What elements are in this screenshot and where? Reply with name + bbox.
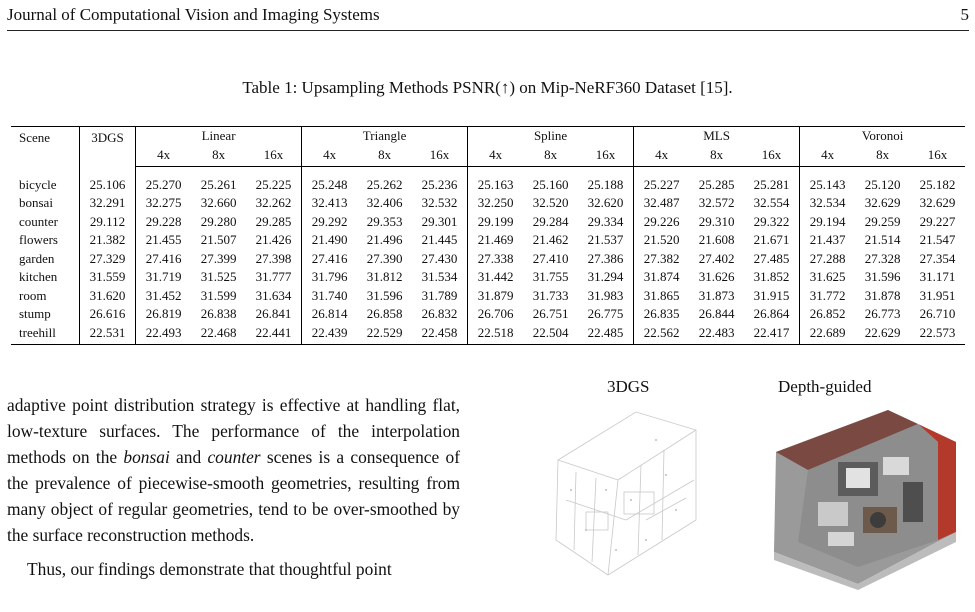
table-row: [11, 213, 965, 232]
header-factor-16x: 16x: [412, 146, 468, 167]
psnr-cell: 31.625: [800, 268, 856, 287]
psnr-cell: 32.629: [864, 195, 901, 210]
table-caption: Table 1: Upsampling Methods PSNR(↑) on Mip-NeRF360 Dataset [15].: [242, 78, 733, 97]
psnr-cell: 32.275: [136, 194, 192, 213]
table-row: [11, 176, 965, 195]
psnr-cell: 29.284: [532, 213, 569, 229]
table-row: [11, 194, 965, 213]
psnr-cell: 21.382: [79, 231, 135, 250]
psnr-cell: 31.852: [753, 269, 790, 284]
page-number: 5: [960, 5, 969, 24]
header-factor-4x: 4x: [468, 146, 524, 167]
psnr-cell: 21.437: [800, 231, 856, 250]
psnr-cell: 21.520: [634, 231, 690, 250]
psnr-cell-best: 29.353: [366, 213, 403, 229]
psnr-cell: 31.755: [532, 269, 569, 284]
body-text: [7, 392, 460, 582]
psnr-cell: 21.547: [919, 232, 956, 247]
psnr-cell: 32.554: [753, 195, 790, 210]
header-method-mls: MLS: [634, 127, 800, 146]
psnr-cell: 27.398: [255, 250, 292, 266]
psnr-cell: 29.194: [800, 213, 856, 232]
psnr-cell: 21.514: [864, 232, 901, 247]
psnr-cell: 32.291: [79, 194, 135, 213]
psnr-cell: 26.706: [468, 305, 524, 324]
header-method-triangle: Triangle: [302, 127, 468, 146]
psnr-cell: 21.537: [587, 232, 624, 247]
psnr-cell: 32.413: [302, 194, 358, 213]
psnr-cell-best: 21.671: [753, 232, 790, 247]
figure-label-depth-guided: Depth-guided: [778, 377, 872, 396]
psnr-cell: 21.426: [255, 232, 292, 247]
psnr-cell: 27.328: [864, 250, 901, 266]
psnr-cell: 25.163: [468, 176, 524, 195]
header-factor-16x: 16x: [744, 146, 800, 167]
psnr-cell: 32.534: [800, 194, 856, 213]
running-header: [7, 4, 969, 31]
psnr-cell: 31.873: [698, 287, 735, 303]
scene-name: bonsai: [19, 195, 53, 210]
psnr-cell: 31.878: [864, 287, 901, 303]
psnr-cell: 26.838: [200, 306, 237, 321]
psnr-cell: 26.858: [366, 306, 403, 321]
psnr-cell: 22.493: [136, 324, 192, 345]
psnr-cell: 31.865: [634, 287, 690, 306]
psnr-cell: 29.199: [468, 213, 524, 232]
paragraph-2: Thus, our findings demonstrate that thoughtful point: [27, 559, 392, 579]
table-factor-row: [11, 146, 965, 167]
psnr-cell: 29.322: [753, 213, 790, 229]
psnr-cell: 21.469: [468, 231, 524, 250]
paragraph-1-part: scenes is a consequence of the prevalence of piecewise-smooth geometries, resulting from many object of regular geometries, tend to be over-smoothed by the surface reconstruction methods.: [7, 447, 460, 545]
psnr-cell: 31.915: [753, 287, 790, 303]
scene-name: kitchen: [19, 269, 58, 284]
figure-depth-guided-pointcloud: [768, 402, 968, 592]
psnr-cell: 32.620: [587, 195, 624, 210]
psnr-cell: 25.236: [421, 176, 458, 192]
psnr-cell: 27.416: [136, 250, 192, 269]
table-row: [11, 250, 965, 269]
psnr-cell: 25.160: [532, 176, 569, 192]
psnr-cell: 21.608: [698, 232, 735, 247]
table-row: [11, 305, 965, 324]
psnr-cell: 26.844: [698, 306, 735, 321]
psnr-cell: 32.532: [421, 195, 458, 210]
psnr-cell: 31.777: [255, 269, 292, 284]
psnr-cell: 26.751: [532, 306, 569, 321]
psnr-cell: 21.445: [421, 232, 458, 247]
psnr-cell: 32.629: [919, 195, 956, 210]
psnr-cell: 22.573: [919, 324, 956, 340]
psnr-cell: 22.504: [532, 324, 569, 340]
psnr-cell: 31.596: [864, 269, 901, 284]
psnr-cell: 26.852: [800, 305, 856, 324]
header-method-voronoi: Voronoi: [800, 127, 965, 146]
psnr-cell: 27.329: [79, 250, 135, 269]
psnr-cell-best: 31.874: [634, 268, 690, 287]
psnr-cell: 32.262: [255, 195, 292, 210]
header-factor-16x: 16x: [910, 146, 965, 167]
psnr-cell: 22.417: [753, 324, 790, 340]
psnr-cell: 26.835: [634, 305, 690, 324]
psnr-cell: 26.710: [919, 306, 956, 321]
psnr-cell: 27.382: [634, 250, 690, 269]
psnr-cell: 31.951: [919, 287, 956, 303]
psnr-cell: 21.455: [136, 231, 192, 250]
psnr-cell-best: 27.485: [753, 250, 790, 266]
psnr-cell: 22.439: [302, 324, 358, 345]
psnr-cell: 27.390: [366, 250, 403, 266]
psnr-cell: 32.250: [468, 194, 524, 213]
header-factor-8x: 8x: [191, 146, 246, 167]
psnr-cell: 32.572: [698, 195, 735, 210]
journal-title: Journal of Computational Vision and Imaging Systems: [7, 5, 380, 24]
header-factor-4x: 4x: [302, 146, 358, 167]
header-factor-8x: 8x: [689, 146, 744, 167]
psnr-cell: 29.227: [919, 213, 956, 229]
psnr-cell: 25.182: [919, 176, 956, 192]
header-3dgs: 3DGS: [79, 127, 135, 167]
psnr-cell: 31.733: [532, 287, 569, 303]
psnr-cell: 31.634: [255, 287, 292, 303]
psnr-cell: 22.629: [864, 324, 901, 340]
psnr-cell: 29.310: [698, 213, 735, 229]
psnr-cell: 29.301: [421, 213, 458, 229]
psnr-cell: 31.772: [800, 287, 856, 306]
header-scene: Scene: [19, 130, 51, 145]
psnr-cell: 21.507: [200, 232, 237, 247]
scene-name: stump: [19, 306, 51, 321]
scene-name: bicycle: [19, 176, 57, 192]
table-header-row: [11, 127, 965, 146]
psnr-cell: 22.458: [421, 324, 458, 340]
scene-name-counter: counter: [207, 447, 261, 467]
psnr-cell: 26.814: [302, 305, 358, 324]
table-row: [11, 268, 965, 287]
psnr-cell: 31.879: [468, 287, 524, 306]
paragraph-1-part: adaptive point distribution strategy is effective at handling flat, low-texture surfaces. The performance of the interpolation methods on the: [7, 395, 460, 467]
scene-name: room: [19, 287, 47, 303]
psnr-cell: 31.452: [136, 287, 192, 306]
psnr-cell: 25.270: [136, 176, 192, 195]
psnr-cell: 32.406: [366, 195, 403, 210]
figure-label-3dgs: 3DGS: [607, 377, 650, 396]
psnr-cell: 29.228: [136, 213, 192, 232]
psnr-cell: 22.483: [698, 324, 735, 340]
psnr-cell: 32.520: [532, 195, 569, 210]
psnr-cell: 31.596: [366, 287, 403, 303]
psnr-cell: 31.599: [200, 287, 237, 303]
psnr-cell: 25.188: [587, 176, 624, 192]
psnr-cell: 25.225: [255, 176, 292, 192]
table-row: [11, 231, 965, 250]
psnr-cell: 31.740: [302, 287, 358, 306]
scene-name: flowers: [19, 232, 58, 247]
psnr-cell: 25.262: [366, 176, 403, 192]
scene-name-bonsai: bonsai: [123, 447, 170, 467]
psnr-cell: 21.496: [366, 232, 403, 247]
psnr-cell: 31.294: [587, 269, 624, 284]
psnr-cell: 26.819: [136, 305, 192, 324]
psnr-cell: 22.485: [587, 324, 624, 340]
psnr-cell: 29.334: [587, 213, 624, 229]
psnr-cell-best: 22.689: [800, 324, 856, 345]
psnr-cell-best: 26.864: [753, 306, 790, 321]
psnr-cell: 21.490: [302, 231, 358, 250]
psnr-cell: 27.430: [421, 250, 458, 266]
psnr-cell: 26.832: [421, 306, 458, 321]
psnr-cell: 25.227: [634, 176, 690, 195]
header-factor-4x: 4x: [634, 146, 690, 167]
header-factor-8x: 8x: [855, 146, 910, 167]
psnr-cell: 31.796: [302, 268, 358, 287]
psnr-cell: 22.531: [79, 324, 135, 345]
psnr-cell: 31.719: [136, 268, 192, 287]
header-method-linear: Linear: [136, 127, 302, 146]
psnr-cell: 31.525: [200, 269, 237, 284]
psnr-cell-best: 25.285: [698, 176, 735, 192]
psnr-cell: 31.812: [366, 269, 403, 284]
psnr-cell: 29.292: [302, 213, 358, 232]
table-row: [11, 287, 965, 306]
header-method-spline: Spline: [468, 127, 634, 146]
psnr-cell: 31.789: [421, 287, 458, 303]
psnr-cell: 26.616: [79, 305, 135, 324]
psnr-cell: 29.226: [634, 213, 690, 232]
psnr-cell: 31.626: [698, 269, 735, 284]
psnr-cell: 31.620: [79, 287, 135, 306]
psnr-cell: 27.416: [302, 250, 358, 269]
psnr-cell: 26.775: [587, 306, 624, 321]
table-spacer: [11, 166, 965, 176]
psnr-cell: 27.410: [532, 250, 569, 266]
psnr-cell: 27.338: [468, 250, 524, 269]
scene-name: garden: [19, 250, 55, 266]
psnr-cell: 29.259: [864, 213, 901, 229]
table-row: [11, 324, 965, 345]
psnr-cell: 22.468: [200, 324, 237, 340]
psnr-cell: 22.441: [255, 324, 292, 340]
psnr-cell-best: 31.983: [587, 287, 624, 303]
psnr-cell: 27.354: [919, 250, 956, 266]
psnr-cell: 31.442: [468, 268, 524, 287]
psnr-cell: 26.773: [864, 306, 901, 321]
psnr-cell: 25.281: [753, 176, 790, 192]
header-factor-16x: 16x: [578, 146, 634, 167]
psnr-cell: 25.106: [79, 176, 135, 195]
psnr-cell: 25.261: [200, 176, 237, 192]
psnr-cell: 27.399: [200, 250, 237, 266]
header-factor-4x: 4x: [800, 146, 856, 167]
psnr-cell: 25.143: [800, 176, 856, 195]
psnr-cell: 26.841: [255, 306, 292, 321]
psnr-cell: 22.518: [468, 324, 524, 345]
psnr-cell: 21.462: [532, 232, 569, 247]
psnr-cell: 32.487: [634, 194, 690, 213]
paragraph-1: [7, 392, 460, 548]
paragraph-1-part: and: [169, 447, 208, 467]
header-factor-4x: 4x: [136, 146, 192, 167]
psnr-cell: 29.285: [255, 213, 292, 229]
psnr-cell: 25.120: [864, 176, 901, 192]
psnr-cell: 27.402: [698, 250, 735, 266]
figure-3dgs-pointcloud: [546, 400, 706, 585]
scene-name: treehill: [19, 324, 56, 340]
scene-name: counter: [19, 213, 58, 229]
psnr-cell: 29.112: [79, 213, 135, 232]
psnr-cell: 31.171: [919, 269, 956, 284]
psnr-cell: 29.280: [200, 213, 237, 229]
psnr-cell: 31.534: [421, 269, 458, 284]
psnr-cell-best: 32.660: [200, 195, 237, 210]
header-factor-8x: 8x: [357, 146, 412, 167]
header-factor-8x: 8x: [523, 146, 578, 167]
psnr-cell: 25.248: [302, 176, 358, 195]
psnr-table: [11, 126, 965, 345]
psnr-cell: 22.529: [366, 324, 403, 340]
header-factor-16x: 16x: [246, 146, 302, 167]
psnr-cell: 22.562: [634, 324, 690, 345]
psnr-cell: 31.559: [79, 268, 135, 287]
psnr-cell: 27.288: [800, 250, 856, 269]
psnr-cell: 27.386: [587, 250, 624, 266]
